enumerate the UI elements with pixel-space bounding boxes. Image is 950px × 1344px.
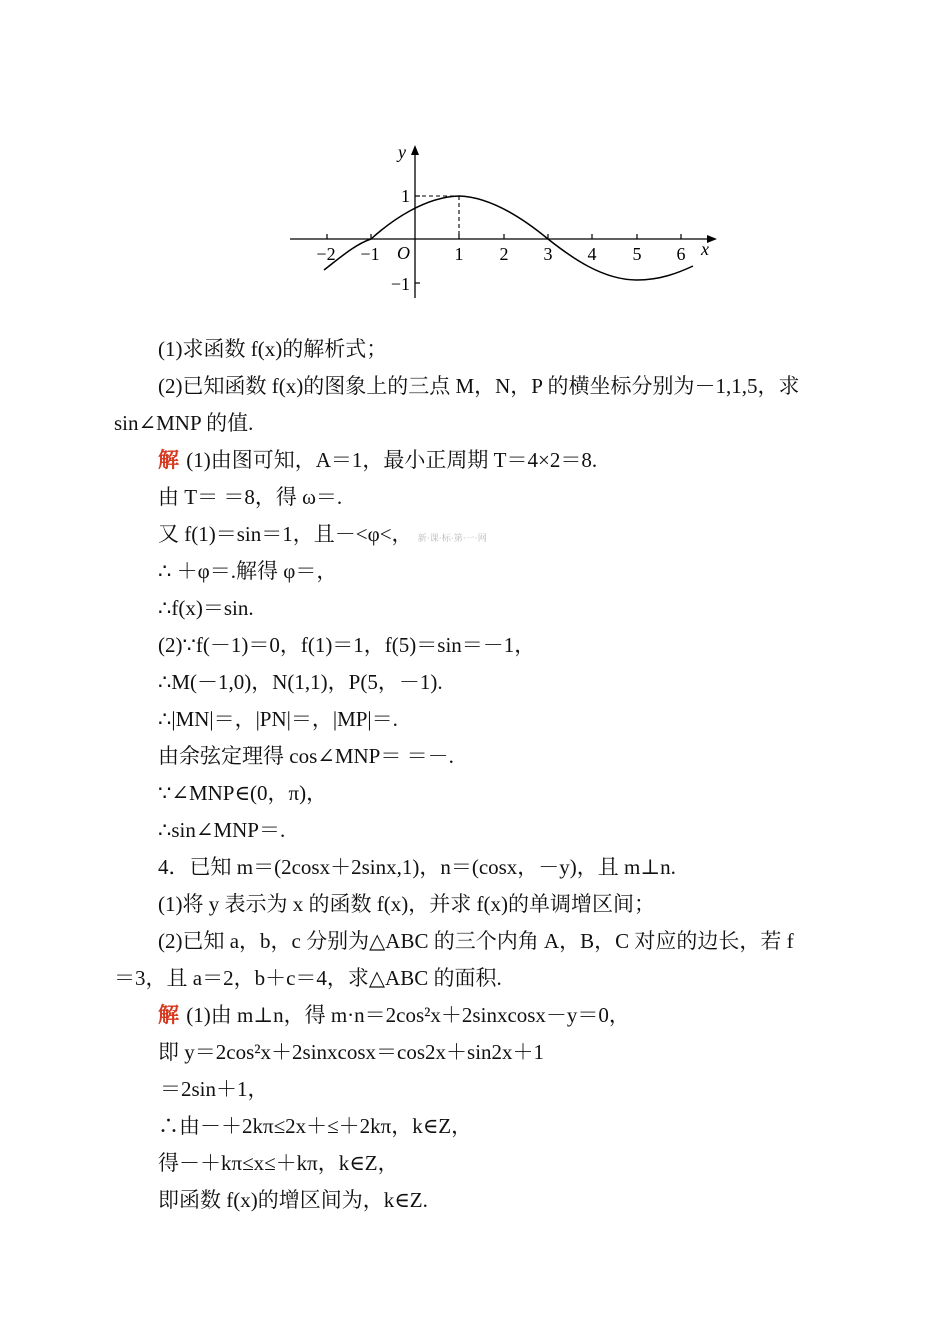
faint-watermark-text: 新·课·标·第·一·网 [417,533,487,543]
solution-line [158,447,597,473]
x-tick-label: 4 [587,244,597,264]
x-tick-label: −1 [360,244,380,264]
function-graph [280,138,730,308]
text-line: 即 y＝2cos²x＋2sinxcosx＝cos2x＋sin2x＋1 [158,1040,545,1064]
text-line: 即函数 f(x)的增区间为，k∈Z. [158,1188,428,1212]
solution-text: (1)由图可知，A＝1，最小正周期 T＝4×2＝8. [186,448,598,472]
solution-label: 解 [158,448,181,472]
text-line: ∴由－＋2kπ≤2x＋≤＋2kπ，k∈Z， [158,1114,473,1138]
text-line-content: 又 f(1)＝sin＝1，且－<φ<， [158,522,413,546]
text-line: (1)求函数 f(x)的解析式； [158,337,388,361]
text-line: ∴f(x)＝sin. [158,596,254,620]
text-line: ＝3，且 a＝2，b＋c＝4，求△ABC 的面积. [114,966,502,990]
solution-line [158,1002,630,1028]
y-tick-label: −1 [390,274,410,294]
solution-text: (1)由 m⊥n，得 m·n＝2cos²x＋2sinxcosx－y＝0， [186,1003,630,1027]
text-line: (2)已知 a，b，c 分别为△ABC 的三个内角 A，B，C 对应的边长，若 f [158,929,794,953]
text-line: ∴ ＋φ＝.解得 φ＝， [158,559,338,583]
text-line: ∴|MN|＝，|PN|＝，|MP|＝. [158,707,398,731]
x-tick-label: 6 [676,244,686,264]
text-line: sin∠MNP 的值. [114,411,254,435]
text-line: (2)∵f(－1)＝0，f(1)＝1，f(5)＝sin＝－1， [158,633,536,657]
text-line [158,521,487,551]
x-ticks [327,234,681,239]
text-line: ＝2sin＋1， [160,1077,269,1101]
x-tick-label: 5 [632,244,642,264]
x-tick-label: 3 [543,244,553,264]
text-line: 得－＋kπ≤x≤＋kπ，k∈Z， [158,1151,399,1175]
text-line: 由余弦定理得 cos∠MNP＝ ＝－. [158,744,454,768]
x-tick-label: 1 [454,244,464,264]
x-tick-label: −2 [316,244,336,264]
y-axis-arrow [411,145,419,155]
x-tick-label: 2 [499,244,509,264]
text-line: 4．已知 m＝(2cosx＋2sinx,1)，n＝(cosx，－y)，且 m⊥n. [158,855,676,879]
y-axis-label: y [398,142,406,162]
text-line: ∴M(－1,0)，N(1,1)，P(5，－1). [158,670,443,694]
text-line: ∴sin∠MNP＝. [158,818,286,842]
sine-curve [324,196,693,280]
text-line: (1)将 y 表示为 x 的函数 f(x)，并求 f(x)的单调增区间； [158,892,655,916]
text-line: ∵∠MNP∈(0，π)， [158,781,328,805]
origin-label: O [397,243,410,263]
solution-label: 解 [158,1003,181,1027]
text-line: 由 T＝ ＝8，得 ω＝. [158,485,343,509]
x-axis-label: x [701,239,709,259]
text-line: (2)已知函数 f(x)的图象上的三点 M，N，P 的横坐标分别为－1,1,5，求 [158,374,800,398]
y-tick-label: 1 [401,186,410,206]
